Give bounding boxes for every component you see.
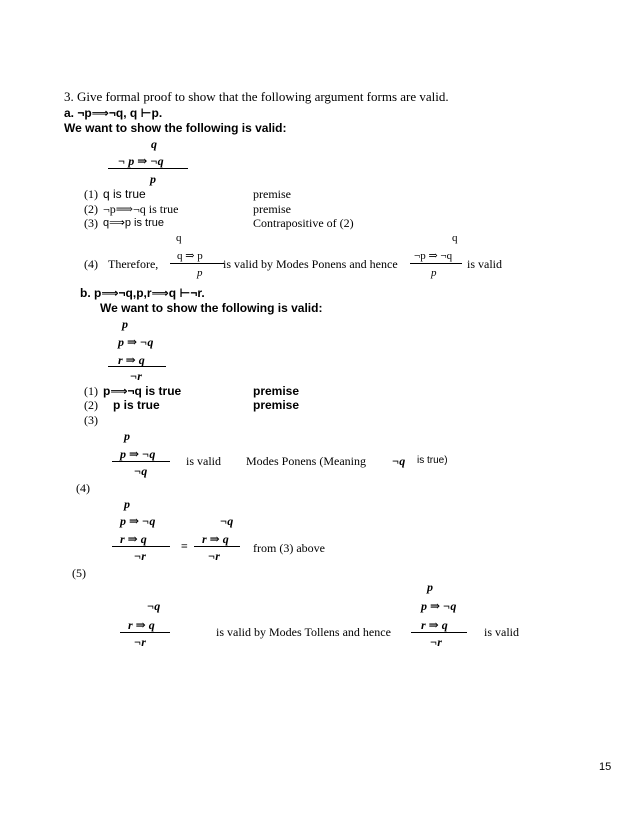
- b-step3-rule: [112, 461, 170, 462]
- b-step5-left-not-q: ¬q: [147, 599, 161, 613]
- problem-heading: 3. Give formal proof to show that the following argument forms are valid.: [64, 89, 449, 104]
- b-step3-p-implies-not-q: p ⇒ ¬q: [120, 447, 156, 461]
- a-step4-therefore: Therefore,: [108, 257, 159, 271]
- b-step1-num: (1): [84, 384, 98, 398]
- b-step5-middle-text: is valid by Modes Tollens and hence: [216, 625, 391, 639]
- b-step1-text: p⟹¬q is true: [103, 384, 182, 398]
- b-step5-right-r-implies-q: r ⇒ q: [421, 618, 448, 632]
- a-step1-text: q is true: [103, 187, 146, 201]
- b-step4-r-implies-q: r ⇒ q: [120, 532, 147, 546]
- b-step2-text: p is true: [113, 398, 160, 412]
- a-step4-f1-mid: q ⇒ p: [177, 250, 203, 262]
- b-step3-valid-text: is valid: [186, 454, 221, 468]
- part-a-intro: We want to show the following is valid:: [64, 121, 287, 135]
- b-step4-p-implies-not-q: p ⇒ ¬q: [120, 514, 156, 528]
- b-step3-num: (3): [84, 413, 98, 427]
- b-step4-rule: [112, 546, 170, 547]
- b-step2-num: (2): [84, 398, 98, 412]
- b-step5-end-text: is valid: [484, 625, 519, 639]
- b-step4-r-conclusion: ¬r: [208, 549, 220, 563]
- a-step2-reason: premise: [253, 202, 291, 216]
- a-step2-text: ¬p⟹¬q is true: [103, 202, 179, 216]
- b-step1-reason: premise: [253, 384, 300, 398]
- b-step4-num: (4): [76, 481, 90, 495]
- a-step3-text: q⟹p is true: [103, 217, 165, 229]
- b-step5-right-p: p: [427, 580, 433, 594]
- part-b-label: b. p⟹¬q,p,r⟹q ⊢¬r.: [80, 286, 205, 300]
- b-step4-r-r-implies-q: r ⇒ q: [202, 532, 229, 546]
- b-step3-is-true: is true): [417, 455, 448, 466]
- b-step5-left-r-implies-q: r ⇒ q: [128, 618, 155, 632]
- b-step4-p: p: [124, 497, 130, 511]
- b-step5-num: (5): [72, 566, 86, 580]
- b-step5-left-conclusion: ¬r: [134, 635, 146, 649]
- b-argument-p: p: [122, 317, 128, 331]
- a-argument-premise-q: q: [151, 137, 157, 151]
- a-step4-f1-bot: p: [197, 267, 203, 279]
- b-step3-p: p: [124, 429, 130, 443]
- b-argument-r-implies-q: r ⇒ q: [118, 353, 145, 367]
- a-argument-rule: [108, 168, 188, 169]
- a-step4-f2-mid: ¬p ⇒ ¬q: [414, 250, 453, 262]
- a-step3-reason: Contrapositive of (2): [253, 216, 354, 230]
- a-step4-f2-top: q: [452, 232, 458, 244]
- a-step4-f2-bot: p: [431, 267, 437, 279]
- b-step5-right-rule: [411, 632, 467, 633]
- a-step4-middle-text: is valid by Modes Ponens and hence: [223, 257, 398, 271]
- b-argument-conclusion: ¬r: [130, 369, 142, 383]
- a-argument-premise-implication: ¬ p ⇒ ¬q: [118, 154, 164, 168]
- b-step5-left-rule: [120, 632, 170, 633]
- b-step3-rule-text: Modes Ponens (Meaning: [246, 454, 366, 468]
- a-argument-conclusion: p: [150, 172, 156, 186]
- b-argument-p-implies-not-q: p ⇒ ¬q: [118, 335, 154, 349]
- b-step3-neg-q: ¬q: [392, 454, 406, 468]
- a-step4-f2-rule: [410, 263, 462, 264]
- a-step4-num: (4): [84, 257, 98, 271]
- b-step4-equiv: ≡: [181, 539, 188, 553]
- b-step4-r-not-q: ¬q: [220, 514, 234, 528]
- part-b-intro: We want to show the following is valid:: [100, 301, 323, 315]
- b-step3-conclusion: ¬q: [134, 464, 148, 478]
- page-number: 15: [599, 761, 612, 773]
- b-step4-r-rule: [194, 546, 240, 547]
- b-step5-right-p-implies-not-q: p ⇒ ¬q: [421, 599, 457, 613]
- a-step1-num: (1): [84, 187, 98, 201]
- a-step4-end-text: is valid: [467, 257, 502, 271]
- b-step4-note: from (3) above: [253, 541, 325, 555]
- a-step1-reason: premise: [253, 187, 291, 201]
- a-step3-num: (3): [84, 216, 98, 230]
- b-step4-conclusion: ¬r: [134, 549, 146, 563]
- b-step2-reason: premise: [253, 398, 300, 412]
- b-step5-right-conclusion: ¬r: [430, 635, 442, 649]
- b-argument-rule: [108, 366, 166, 367]
- a-step2-num: (2): [84, 202, 98, 216]
- a-step4-f1-rule: [170, 263, 224, 264]
- part-a-label: a. ¬p⟹¬q, q ⊢p.: [64, 106, 163, 120]
- a-step4-f1-top: q: [176, 232, 182, 244]
